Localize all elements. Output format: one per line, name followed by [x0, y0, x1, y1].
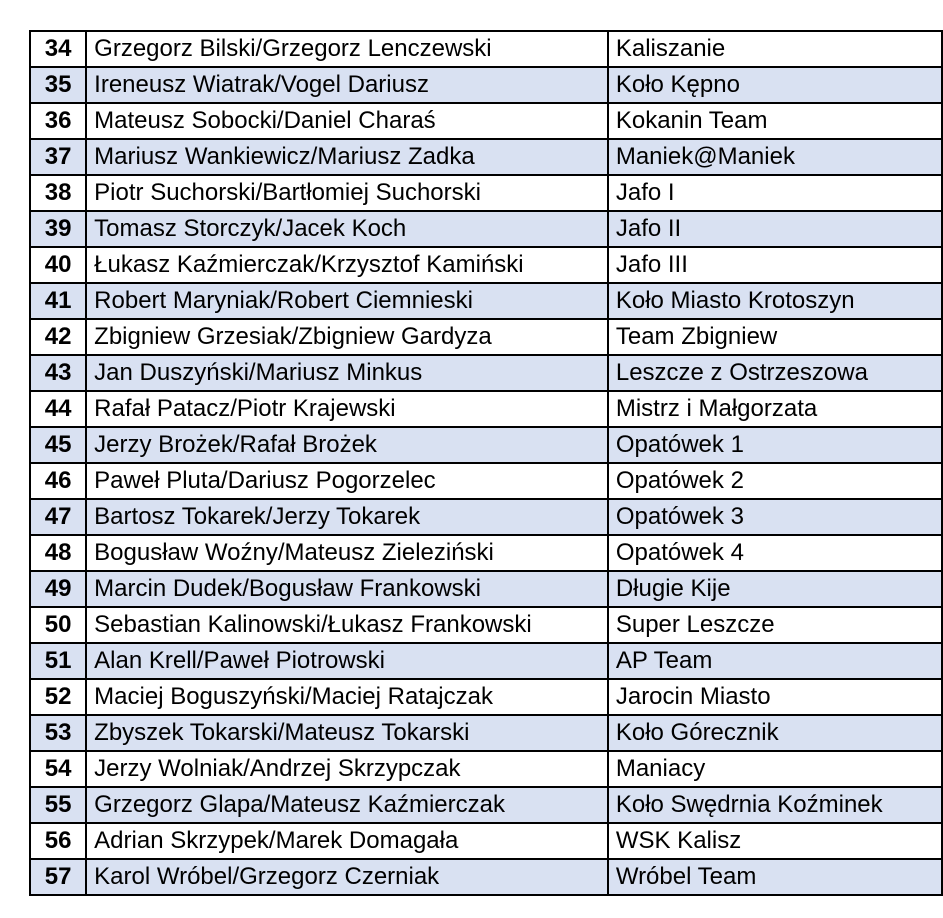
table-row	[30, 211, 943, 247]
table-row	[30, 859, 943, 895]
row-number-cell: 53	[30, 715, 86, 751]
team-name-cell: Opatówek 3	[608, 499, 942, 535]
pair-names-cell: Marcin Dudek/Bogusław Frankowski	[86, 571, 608, 607]
table-row	[30, 67, 943, 103]
pair-names-cell: Mariusz Wankiewicz/Mariusz Zadka	[86, 139, 608, 175]
table-row	[30, 643, 943, 679]
row-number-cell: 55	[30, 787, 86, 823]
table-row	[30, 463, 943, 499]
table-row	[30, 427, 943, 463]
team-name-cell: Team Zbigniew	[608, 319, 942, 355]
pair-names-cell: Adrian Skrzypek/Marek Domagała	[86, 823, 608, 859]
pair-names-cell: Bartosz Tokarek/Jerzy Tokarek	[86, 499, 608, 535]
team-name-cell: Jarocin Miasto	[608, 679, 942, 715]
pair-names-cell: Bogusław Woźny/Mateusz Zieleziński	[86, 535, 608, 571]
table-row	[30, 283, 943, 319]
team-name-cell: Leszcze z Ostrzeszowa	[608, 355, 942, 391]
team-name-cell: AP Team	[608, 643, 942, 679]
pair-names-cell: Łukasz Kaźmierczak/Krzysztof Kamiński	[86, 247, 608, 283]
table-row	[30, 715, 943, 751]
row-number-cell: 44	[30, 391, 86, 427]
row-number-cell: 40	[30, 247, 86, 283]
team-name-cell: Kokanin Team	[608, 103, 942, 139]
pair-names-cell: Grzegorz Glapa/Mateusz Kaźmierczak	[86, 787, 608, 823]
row-number-cell: 50	[30, 607, 86, 643]
team-name-cell: WSK Kalisz	[608, 823, 942, 859]
table-row	[30, 571, 943, 607]
team-name-cell: Koło Miasto Krotoszyn	[608, 283, 942, 319]
row-number-cell: 42	[30, 319, 86, 355]
pair-names-cell: Ireneusz Wiatrak/Vogel Dariusz	[86, 67, 608, 103]
row-number-cell: 51	[30, 643, 86, 679]
team-name-cell: Koło Górecznik	[608, 715, 942, 751]
row-number-cell: 56	[30, 823, 86, 859]
pair-names-cell: Rafał Patacz/Piotr Krajewski	[86, 391, 608, 427]
team-name-cell: Kaliszanie	[608, 31, 942, 67]
team-name-cell: Jafo III	[608, 247, 942, 283]
team-name-cell: Długie Kije	[608, 571, 942, 607]
pair-names-cell: Jerzy Brożek/Rafał Brożek	[86, 427, 608, 463]
row-number-cell: 52	[30, 679, 86, 715]
team-name-cell: Opatówek 1	[608, 427, 942, 463]
pair-names-cell: Piotr Suchorski/Bartłomiej Suchorski	[86, 175, 608, 211]
table-row	[30, 499, 943, 535]
pair-names-cell: Zbyszek Tokarski/Mateusz Tokarski	[86, 715, 608, 751]
table-row	[30, 31, 943, 67]
row-number-cell: 38	[30, 175, 86, 211]
pair-names-cell: Jerzy Wolniak/Andrzej Skrzypczak	[86, 751, 608, 787]
table-row	[30, 535, 943, 571]
pair-names-cell: Sebastian Kalinowski/Łukasz Frankowski	[86, 607, 608, 643]
pair-names-cell: Maciej Boguszyński/Maciej Ratajczak	[86, 679, 608, 715]
team-name-cell: Maniacy	[608, 751, 942, 787]
row-number-cell: 35	[30, 67, 86, 103]
row-number-cell: 37	[30, 139, 86, 175]
participants-table-container	[29, 30, 943, 896]
row-number-cell: 54	[30, 751, 86, 787]
table-row	[30, 175, 943, 211]
table-row	[30, 247, 943, 283]
table-row	[30, 823, 943, 859]
row-number-cell: 57	[30, 859, 86, 895]
team-name-cell: Jafo I	[608, 175, 942, 211]
row-number-cell: 41	[30, 283, 86, 319]
team-name-cell: Jafo II	[608, 211, 942, 247]
team-name-cell: Opatówek 4	[608, 535, 942, 571]
row-number-cell: 36	[30, 103, 86, 139]
team-name-cell: Koło Kępno	[608, 67, 942, 103]
team-name-cell: Mistrz i Małgorzata	[608, 391, 942, 427]
table-row	[30, 751, 943, 787]
pair-names-cell: Alan Krell/Paweł Piotrowski	[86, 643, 608, 679]
pair-names-cell: Tomasz Storczyk/Jacek Koch	[86, 211, 608, 247]
row-number-cell: 48	[30, 535, 86, 571]
team-name-cell: Koło Swędrnia Koźminek	[608, 787, 942, 823]
pair-names-cell: Karol Wróbel/Grzegorz Czerniak	[86, 859, 608, 895]
participants-table-body	[30, 31, 943, 895]
team-name-cell: Wróbel Team	[608, 859, 942, 895]
participants-table	[29, 30, 943, 896]
team-name-cell: Maniek@Maniek	[608, 139, 942, 175]
table-row	[30, 607, 943, 643]
table-row	[30, 103, 943, 139]
table-row	[30, 319, 943, 355]
row-number-cell: 43	[30, 355, 86, 391]
pair-names-cell: Grzegorz Bilski/Grzegorz Lenczewski	[86, 31, 608, 67]
pair-names-cell: Robert Maryniak/Robert Ciemnieski	[86, 283, 608, 319]
row-number-cell: 39	[30, 211, 86, 247]
pair-names-cell: Mateusz Sobocki/Daniel Charaś	[86, 103, 608, 139]
pair-names-cell: Zbigniew Grzesiak/Zbigniew Gardyza	[86, 319, 608, 355]
table-row	[30, 139, 943, 175]
row-number-cell: 47	[30, 499, 86, 535]
table-row	[30, 355, 943, 391]
row-number-cell: 46	[30, 463, 86, 499]
table-row	[30, 787, 943, 823]
table-row	[30, 391, 943, 427]
team-name-cell: Opatówek 2	[608, 463, 942, 499]
row-number-cell: 49	[30, 571, 86, 607]
table-row	[30, 679, 943, 715]
team-name-cell: Super Leszcze	[608, 607, 942, 643]
pair-names-cell: Paweł Pluta/Dariusz Pogorzelec	[86, 463, 608, 499]
row-number-cell: 34	[30, 31, 86, 67]
pair-names-cell: Jan Duszyński/Mariusz Minkus	[86, 355, 608, 391]
row-number-cell: 45	[30, 427, 86, 463]
